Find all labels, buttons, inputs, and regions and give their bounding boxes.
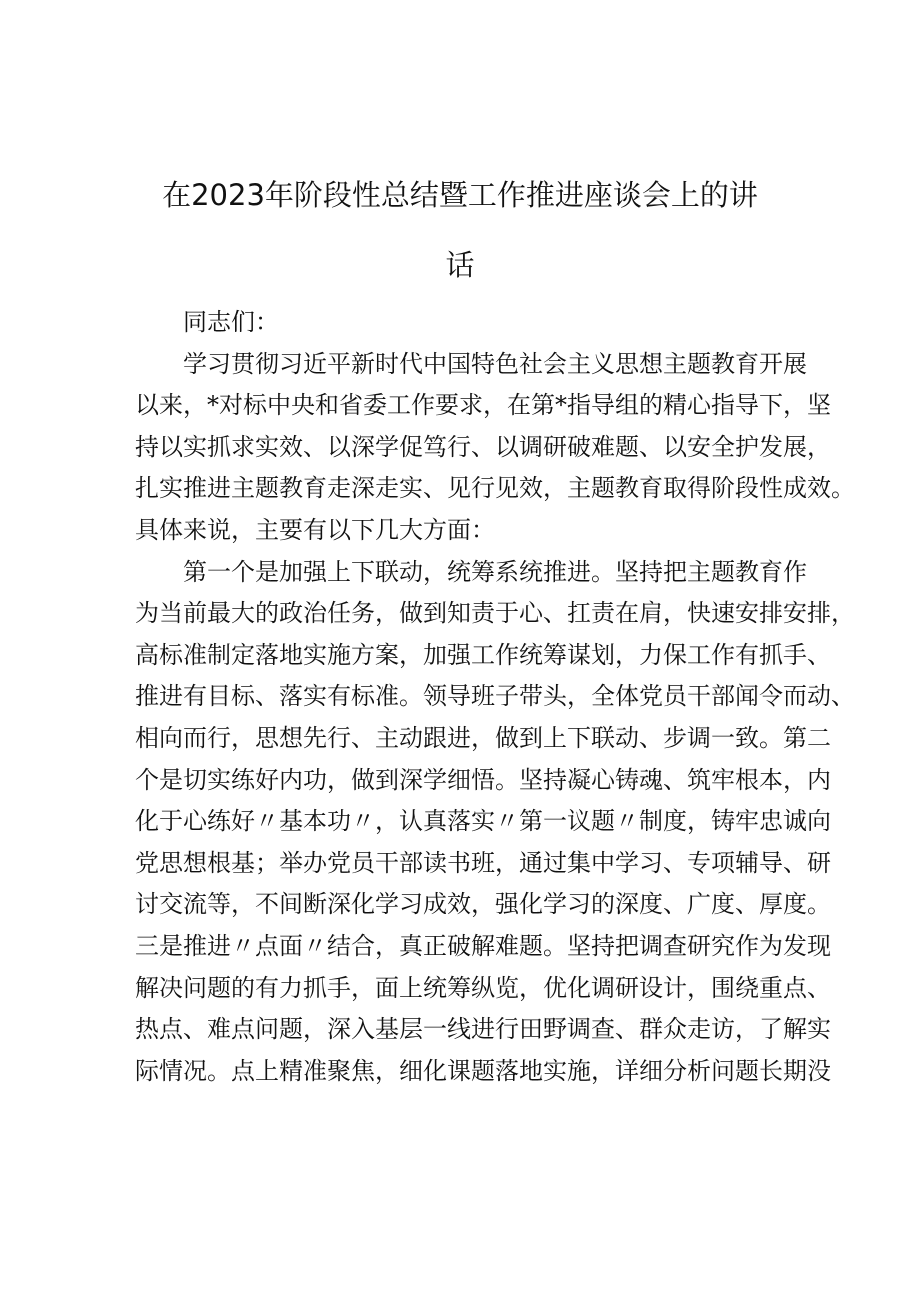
text-line: 解决问题的有力抓手，面上统筹纵览，优化调研设计，围绕重点、	[135, 973, 831, 1002]
paragraph-1	[135, 344, 855, 552]
text-line: 扎实推进主题教育走深走实、见行见效，主题教育取得阶段性成效。	[135, 474, 855, 503]
title-line-1: 在2023年阶段性总结暨工作推进座谈会上的讲	[162, 178, 758, 212]
text-line: 为当前最大的政治任务，做到知责于心、扛责在肩，快速安排安排，	[135, 599, 855, 628]
text-line: 讨交流等，不间断深化学习成效，强化学习的深度、广度、厚度。	[135, 890, 831, 919]
text-line: 推进有目标、落实有标准。领导班子带头，全体党员干部闻令而动、	[135, 682, 855, 711]
text-line: 以来，*对标中央和省委工作要求，在第*指导组的精心指导下，坚	[135, 391, 831, 420]
text-line: 学习贯彻习近平新时代中国特色社会主义思想主题教育开展	[183, 349, 807, 378]
text-line: 三是推进〃点面〃结合，真正破解难题。坚持把调查研究作为发现	[135, 931, 831, 960]
text-line: 相向而行，思想先行、主动跟进，做到上下联动、步调一致。第二	[135, 723, 831, 752]
text-line: 持以实抓求实效、以深学促笃行、以调研破难题、以安全护发展，	[135, 432, 831, 461]
text-line: 第一个是加强上下联动，统筹系统推进。坚持把主题教育作	[183, 557, 807, 586]
text-line: 化于心练好〃基本功〃，认真落实〃第一议题〃制度，铸牢忠诚向	[135, 807, 831, 836]
text-line: 具体来说，主要有以下几大方面：	[135, 515, 495, 544]
salutation: 同志们：	[183, 308, 279, 336]
text-line: 际情况。点上精准聚焦，细化课题落地实施，详细分析问题长期没	[135, 1056, 831, 1085]
document-title	[100, 160, 820, 300]
text-line: 高标准制定落地实施方案，加强工作统筹谋划，力保工作有抓手、	[135, 640, 831, 669]
document-body	[135, 302, 855, 1092]
text-line: 个是切实练好内功，做到深学细悟。坚持凝心铸魂、筑牢根本，内	[135, 765, 831, 794]
paragraph-2	[135, 552, 855, 1093]
text-line: 党思想根基；举办党员干部读书班，通过集中学习、专项辅导、研	[135, 848, 831, 877]
text-line: 热点、难点问题，深入基层一线进行田野调查、群众走访，了解实	[135, 1015, 831, 1044]
title-line-2: 话	[445, 248, 475, 282]
